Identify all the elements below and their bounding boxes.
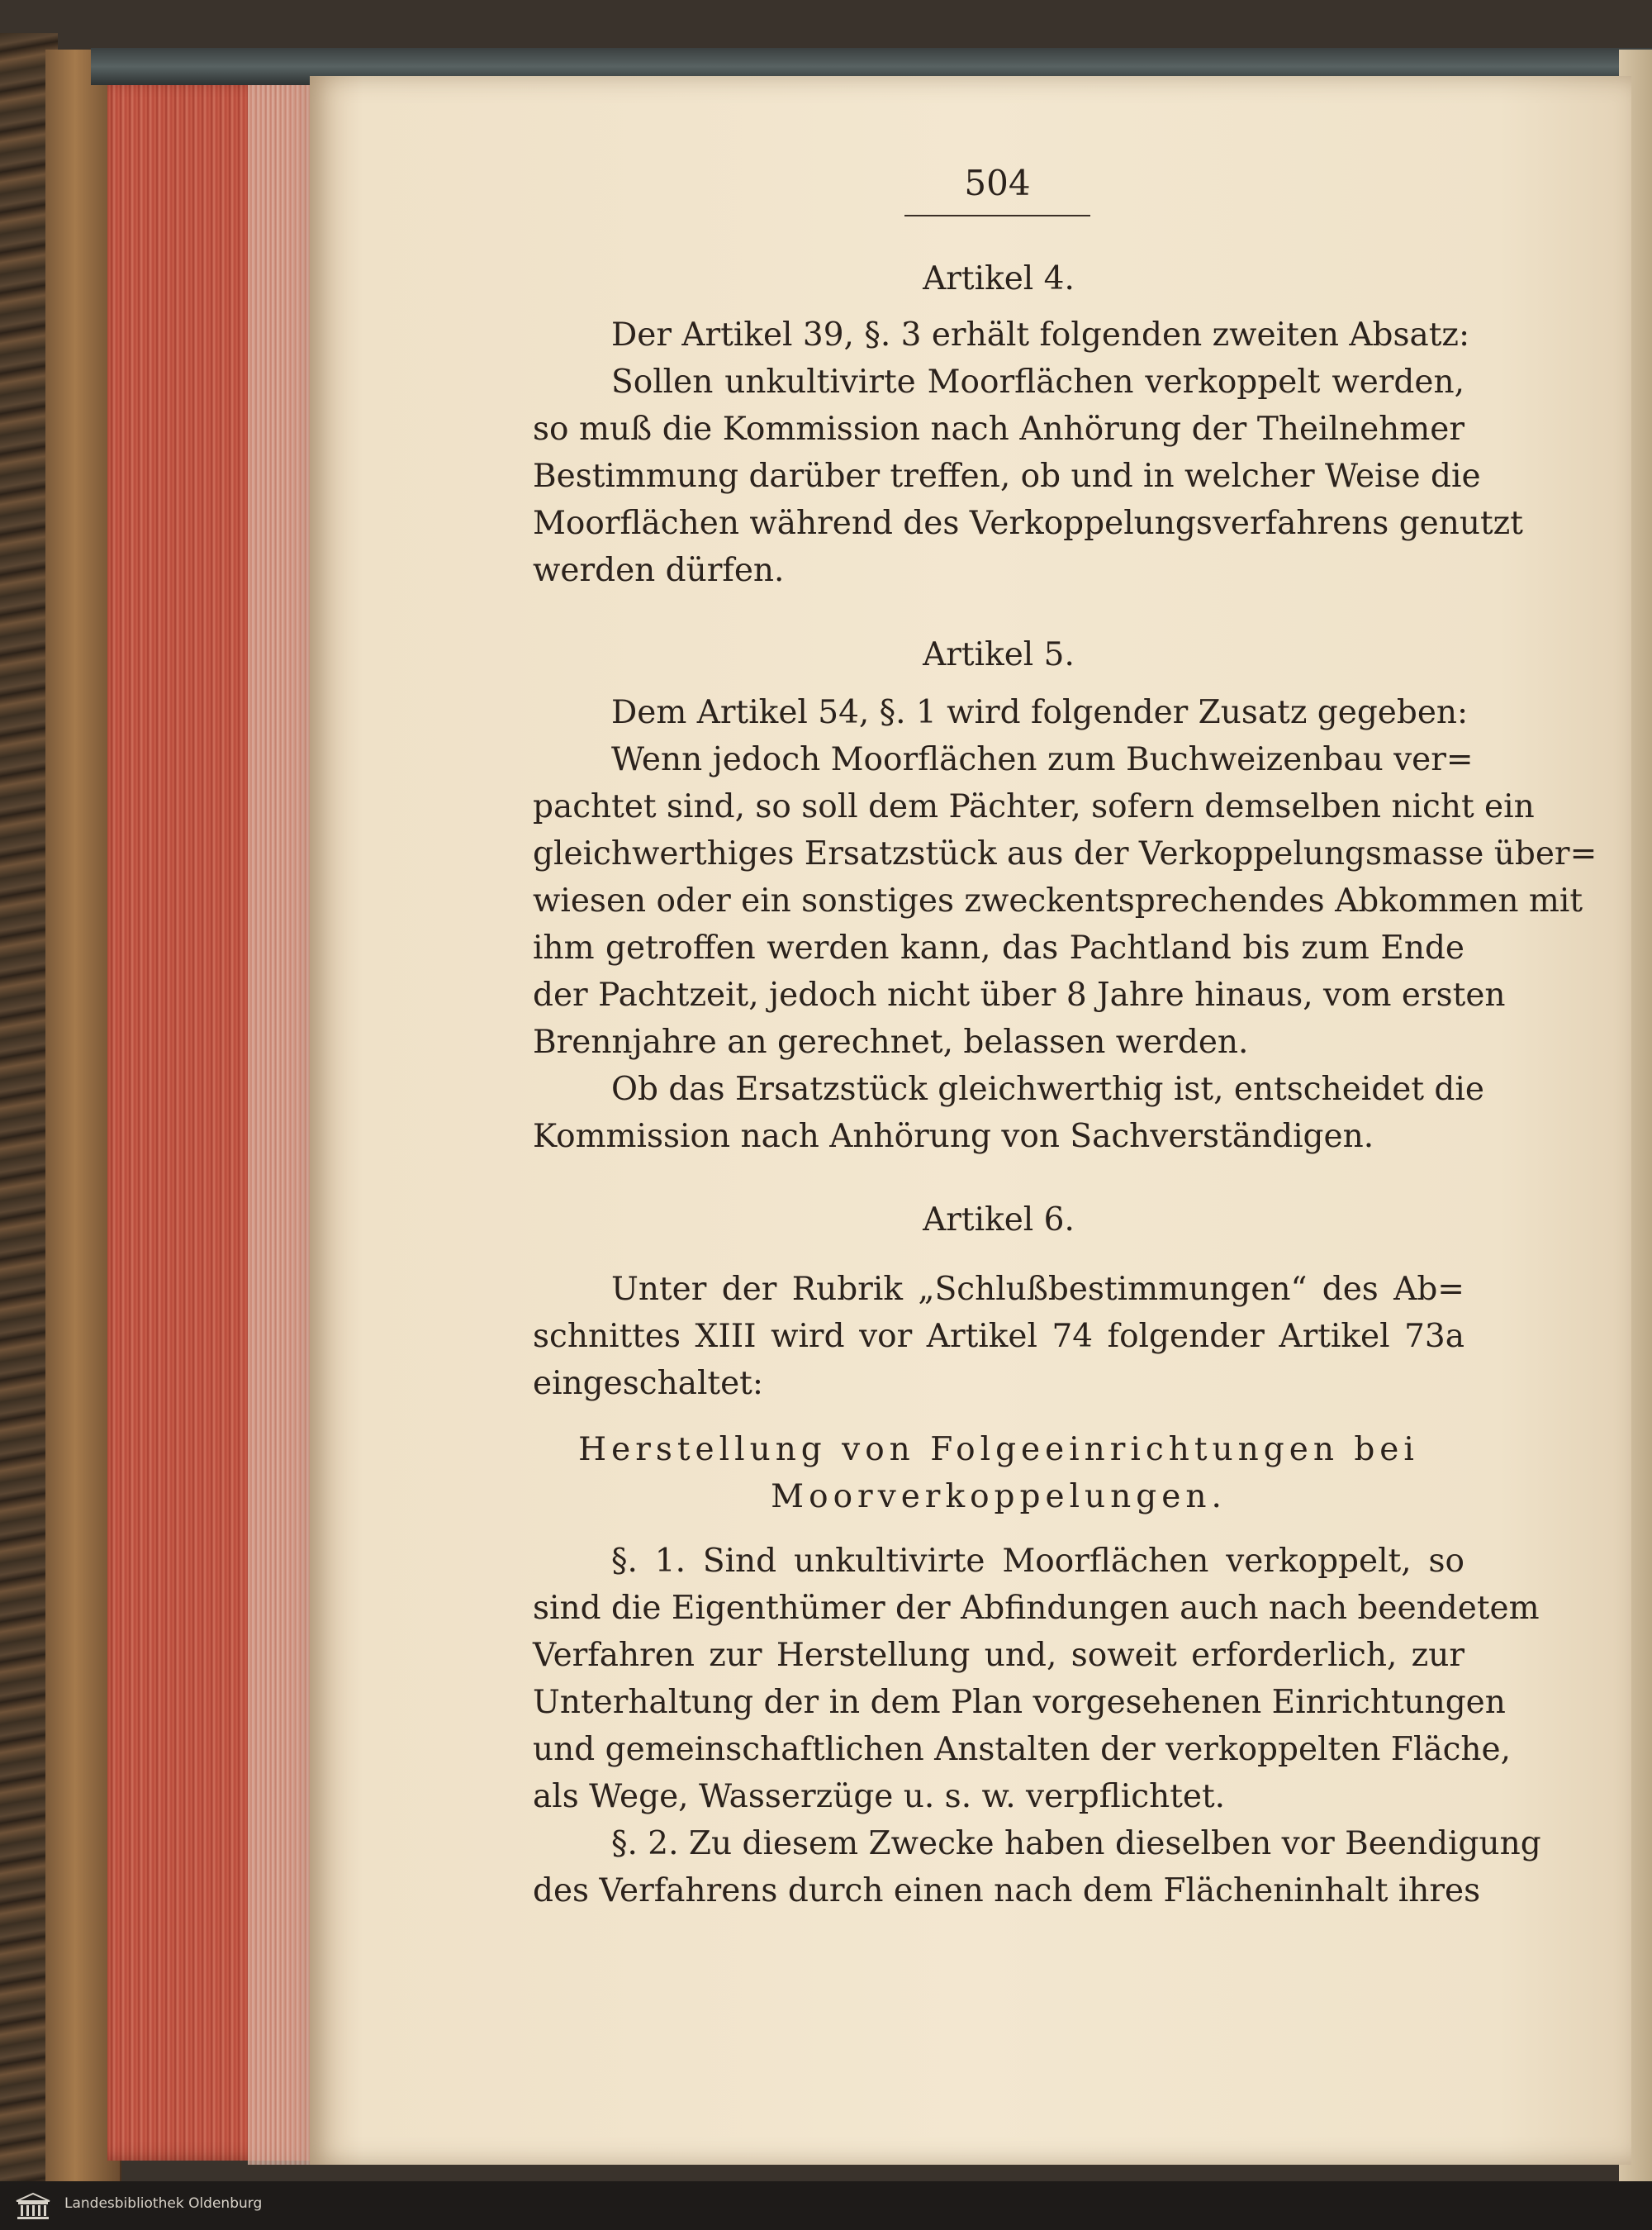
text-line: Verfahren zur Herstellung und, soweit erforderlich, zur (533, 1637, 1464, 1674)
text-line: schnittes XIII wird vor Artikel 74 folgender Artikel 73a (533, 1318, 1464, 1355)
heading-artikel-6: Artikel 6. (923, 1201, 1075, 1239)
heading-artikel-4: Artikel 4. (923, 260, 1075, 297)
page-edges-highlight (248, 74, 314, 2165)
text-line: §. 1. Sind unkultivirte Moorflächen verkoppelt, so (611, 1543, 1464, 1580)
text-line: werden dürfen. (533, 552, 785, 589)
text-line: wiesen oder ein sonstiges zweckentsprechendes Abkommen mit (533, 882, 1583, 920)
text-line: Bestimmung darüber treffen, ob und in welcher Weise die (533, 458, 1481, 495)
text-line: §. 2. Zu diesem Zwecke haben dieselben vor Beendigung (611, 1825, 1541, 1862)
text-line: Sollen unkultivirte Moorflächen verkoppelt werden, (611, 364, 1464, 401)
heading-artikel-5: Artikel 5. (923, 636, 1075, 673)
library-name: Landesbibliothek Oldenburg (64, 2195, 263, 2212)
text-line: eingeschaltet: (533, 1365, 763, 1402)
text-line: Moorflächen während des Verkoppelungsverfahrens genutzt (533, 505, 1523, 542)
section-heading: Herstellung von Folgeeinrichtungen bei (578, 1431, 1419, 1468)
text-line: pachtet sind, so soll dem Pächter, sofern demselben nicht ein (533, 788, 1535, 825)
text-line: Wenn jedoch Moorflächen zum Buchweizenbau ver= (611, 741, 1474, 778)
text-line: Dem Artikel 54, §. 1 wird folgender Zusatz gegeben: (611, 694, 1469, 731)
text-line: als Wege, Wasserzüge u. s. w. verpflichtet. (533, 1778, 1226, 1815)
text-line: der Pachtzeit, jedoch nicht über 8 Jahre hinaus, vom ersten (533, 977, 1506, 1014)
text-line: Unter der Rubrik „Schlußbestimmungen“ des Ab= (611, 1271, 1464, 1308)
text-line: Brennjahre an gerechnet, belassen werden. (533, 1024, 1249, 1061)
text-line: ihm getroffen werden kann, das Pachtland bis zum Ende (533, 930, 1464, 967)
library-building-icon (13, 2191, 53, 2221)
text-line: Unterhaltung der in dem Plan vorgesehenen Einrichtungen (533, 1684, 1506, 1721)
text-line: sind die Eigenthümer der Abfindungen auch nach beendetem (533, 1590, 1540, 1627)
text-line: Der Artikel 39, §. 3 erhält folgenden zweiten Absatz: (611, 316, 1470, 354)
text-line: des Verfahrens durch einen nach dem Flächeninhalt ihres (533, 1872, 1481, 1909)
section-heading: Moorverkoppelungen. (771, 1478, 1227, 1515)
text-line: Ob das Ersatzstück gleichwerthig ist, entscheidet die (611, 1071, 1484, 1108)
text-line: Kommission nach Anhörung von Sachverständigen. (533, 1118, 1374, 1155)
page-number: 504 (904, 163, 1090, 216)
text-line: gleichwerthiges Ersatzstück aus der Verkoppelungsmasse über= (533, 835, 1597, 873)
text-line: und gemeinschaftlichen Anstalten der verkoppelten Fläche, (533, 1731, 1512, 1768)
text-line: so muß die Kommission nach Anhörung der Theilnehmer (533, 411, 1464, 448)
